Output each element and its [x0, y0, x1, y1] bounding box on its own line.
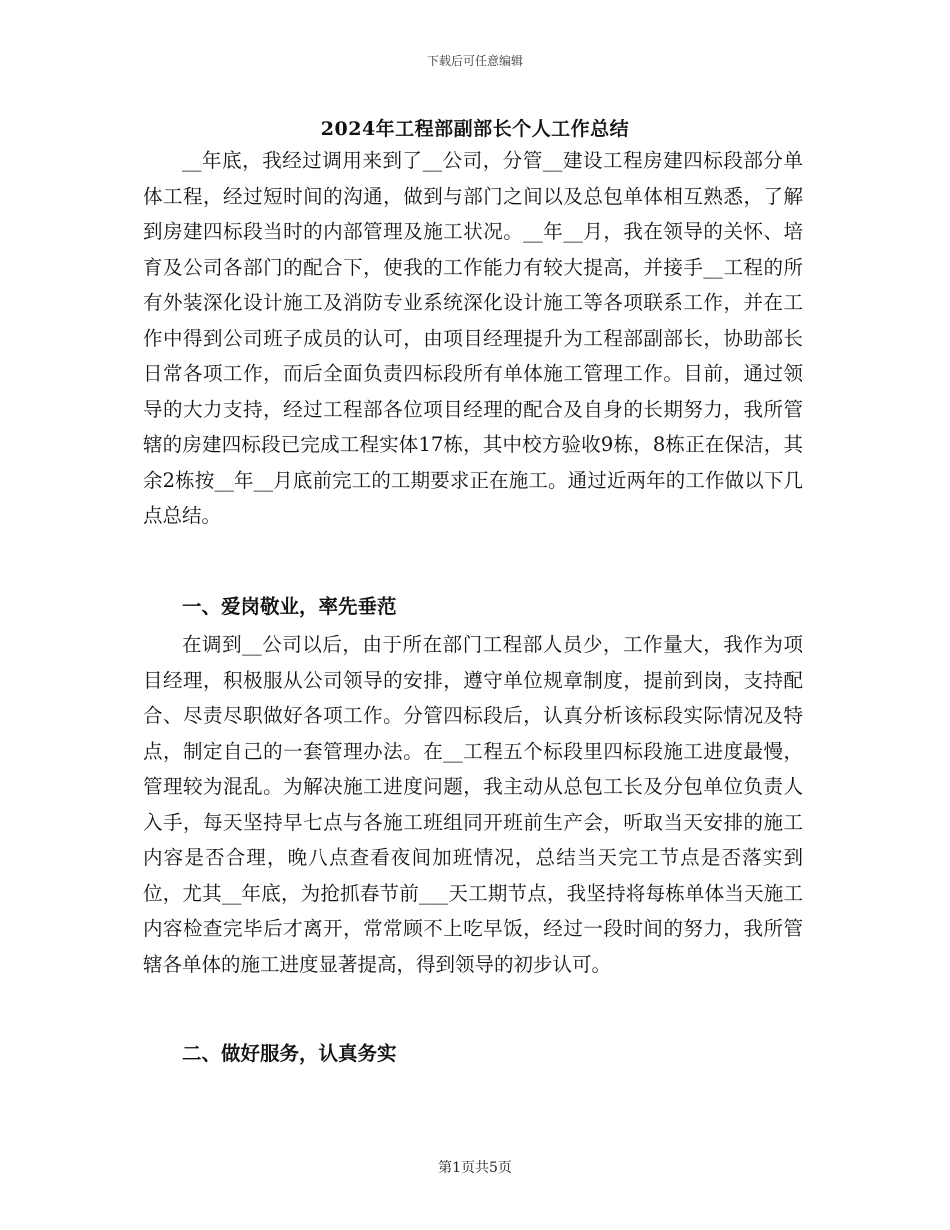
section-one-heading: 一、爱岗敬业，率先垂范: [182, 595, 397, 618]
section-one: [143, 589, 803, 625]
intro-paragraph: __年底，我经过调用来到了__公司，分管__建设工程房建四标段部分单体工程，经过短时间的沟通，做到与部门之间以及总包单体相互熟悉，了解到房建四标段当时的内部管理及施工状况。__年__月，我在领导的关怀、培育及公司各部门的配合下，使我的工作能力有较大提高，并接手__工程的所有外装深化设计施工及消防专业系统深化设计施工等各项联系工作，并在工作中得到公司班子成员的认可，由项目经理提升为工程部副部长，协助部长日常各项工作，而后全面负责四标段所有单体施工管理工作。目前，通过领导的大力支持，经过工程部各位项目经理的配合及自身的长期努力，我所管辖的房建四标段已完成工程实体17栋，其中校方验收9栋，8栋正在保洁，其余2栋按__年__月底前完工的工期要求正在施工。通过近两年的工作做以下几点总结。: [143, 149, 803, 527]
section-two-heading: 二、做好服务，认真务实: [182, 1042, 397, 1065]
section-two: [143, 1036, 803, 1072]
body-section-one: [143, 627, 803, 982]
page-number: 第1页共5页: [438, 1160, 512, 1176]
download-note: 下载后可任意编辑: [426, 54, 523, 68]
document-title: 2024年工程部副部长个人工作总结: [320, 118, 630, 140]
section-one-paragraph: 在调到__公司以后，由于所在部门工程部人员少，工作量大，我作为项目经理，积极服从公司领导的安排，遵守单位规章制度，提前到岗，支持配合、尽责尽职做好各项工作。分管四标段后，认真分析该标段实际情况及特点，制定自己的一套管理办法。在__工程五个标段里四标段施工进度最慢，管理较为混乱。为解决施工进度问题，我主动从总包工长及分包单位负责人入手，每天坚持早七点与各施工班组同开班前生产会，听取当天安排的施工内容是否合理，晚八点查看夜间加班情况，总结当天完工节点是否落实到位，尤其__年底，为抢抓春节前___天工期节点，我坚持将每栋单体当天施工内容检查完毕后才离开，常常顾不上吃早饭，经过一段时间的努力，我所管辖各单体的施工进度显著提高，得到领导的初步认可。: [143, 633, 803, 976]
body-section-intro: [143, 143, 803, 534]
